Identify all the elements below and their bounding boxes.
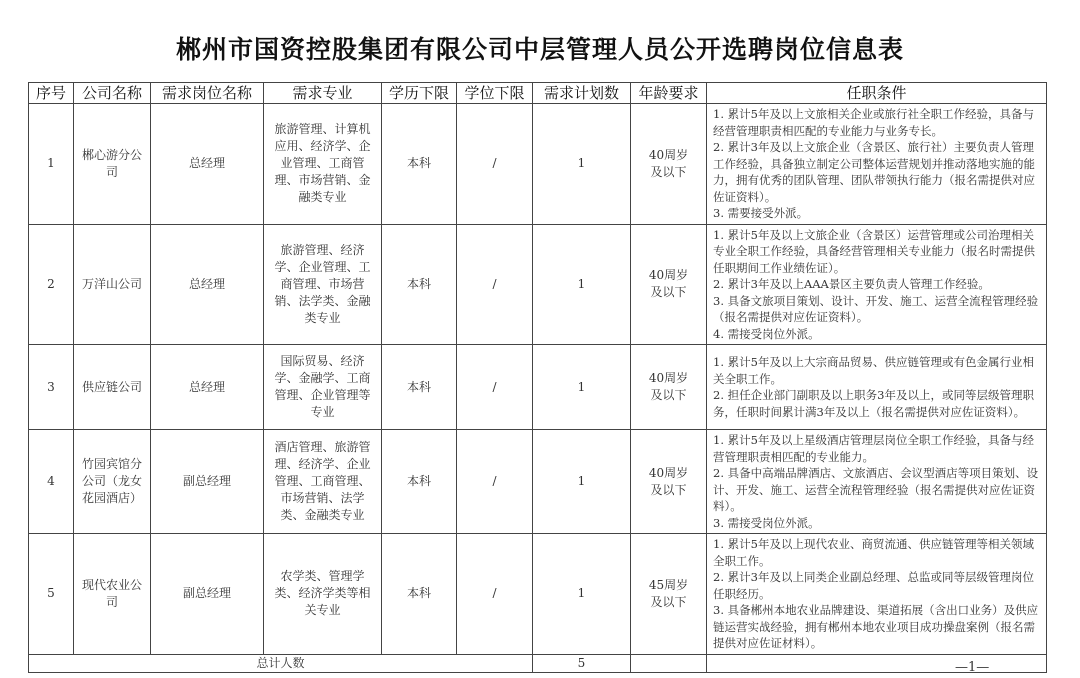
table-row (29, 430, 1047, 534)
requirement-item: 1. 累计5年及以上大宗商品贸易、供应链管理或有色金属行业相关全职工作。 (713, 355, 1034, 386)
positions-table (28, 82, 1047, 673)
age-requirement: 40周岁及以下 (631, 104, 707, 225)
requirement-item: 3. 具备郴州本地农业品牌建设、渠道拓展（含出口业务）及供应链运营实战经验，拥有郴州本地农业项目成功操盘案例（报名需提供对应佐证材料）。 (713, 603, 1039, 650)
total-empty-req (707, 654, 1047, 672)
company-name: 郴心游分公司 (74, 104, 151, 225)
requirement-item: 3. 具备文旅项目策划、设计、开发、施工、运营全流程管理经验（报名需提供对应佐证资料）。 (713, 293, 1039, 324)
row-number: 3 (29, 345, 74, 430)
degree-min: / (457, 104, 533, 225)
requirement-item: 2. 累计3年及以上文旅企业（含景区、旅行社）主要负责人管理工作经验，具备独立制定公司整体运营规划并推动落地实施的能力，拥有优秀的团队管理、团队带领执行能力（报名需提供对应佐证资料）。 (713, 140, 1035, 204)
position-name: 总经理 (151, 345, 264, 430)
degree-min: / (457, 534, 533, 655)
age-requirement: 40周岁及以下 (631, 224, 707, 345)
required-major: 国际贸易、经济学、金融学、工商管理、企业管理等专业 (264, 345, 382, 430)
requirement-item: 2. 担任企业部门副职及以上职务3年及以上，或同等层级管理职务，任职时间累计满3年及以上（报名需提供对应佐证资料）。 (713, 388, 1034, 419)
company-name: 供应链公司 (74, 345, 151, 430)
education-min: 本科 (382, 430, 457, 534)
age-requirement: 45周岁及以下 (631, 534, 707, 655)
degree-min: / (457, 345, 533, 430)
header-row (29, 83, 1047, 104)
document-title: 郴州市国资控股集团有限公司中层管理人员公开选聘岗位信息表 (175, 35, 904, 64)
page-number: —1— (955, 660, 990, 675)
header-position: 需求岗位名称 (151, 83, 264, 104)
header-requirements: 任职条件 (707, 83, 1047, 104)
company-name: 竹园宾馆分公司（龙女花园酒店） (74, 430, 151, 534)
education-min: 本科 (382, 224, 457, 345)
planned-count: 1 (533, 104, 631, 225)
row-number: 5 (29, 534, 74, 655)
planned-count: 1 (533, 345, 631, 430)
header-company: 公司名称 (74, 83, 151, 104)
row-number: 1 (29, 104, 74, 225)
row-number: 2 (29, 224, 74, 345)
header-age: 年龄要求 (631, 83, 707, 104)
requirements (707, 224, 1047, 345)
age-requirement: 40周岁及以下 (631, 430, 707, 534)
planned-count: 1 (533, 430, 631, 534)
company-name: 现代农业公司 (74, 534, 151, 655)
table-row (29, 534, 1047, 655)
total-empty-age (631, 654, 707, 672)
position-name: 总经理 (151, 104, 264, 225)
position-name: 总经理 (151, 224, 264, 345)
header-degree: 学位下限 (457, 83, 533, 104)
total-row (29, 654, 1047, 672)
requirement-item: 1. 累计5年及以上现代农业、商贸流通、供应链管理等相关领域全职工作。 (713, 537, 1034, 568)
requirements (707, 534, 1047, 655)
education-min: 本科 (382, 104, 457, 225)
table-row (29, 104, 1047, 225)
requirement-item: 1. 累计5年及以上星级酒店管理层岗位全职工作经验，具备与经营管理职责相匹配的专业能力。 (713, 433, 1034, 464)
position-name: 副总经理 (151, 430, 264, 534)
required-major: 农学类、管理学类、经济学类等相关专业 (264, 534, 382, 655)
position-name: 副总经理 (151, 534, 264, 655)
degree-min: / (457, 430, 533, 534)
requirements (707, 104, 1047, 225)
planned-count: 1 (533, 224, 631, 345)
required-major: 旅游管理、经济学、企业管理、工商管理、市场营销、法学类、金融类专业 (264, 224, 382, 345)
row-number: 4 (29, 430, 74, 534)
requirements (707, 345, 1047, 430)
header-education: 学历下限 (382, 83, 457, 104)
requirement-item: 4. 需接受岗位外派。 (713, 326, 820, 341)
table-row (29, 345, 1047, 430)
age-requirement: 40周岁及以下 (631, 345, 707, 430)
header-no: 序号 (29, 83, 74, 104)
degree-min: / (457, 224, 533, 345)
requirement-item: 3. 需要接受外派。 (713, 206, 809, 220)
requirement-item: 2. 累计3年及以上同类企业副总经理、总监或同等层级管理岗位任职经历。 (713, 570, 1034, 601)
requirement-item: 2. 累计3年及以上AAA景区主要负责人管理工作经验。 (713, 277, 990, 291)
total-count: 5 (533, 654, 631, 672)
requirement-item: 1. 累计5年及以上文旅企业（含景区）运营管理或公司治理相关专业全职工作经验，具备经营管理相关专业能力（报名时需提供任职期间工作业绩佐证）。 (713, 227, 1035, 275)
table-row (29, 224, 1047, 345)
requirement-item: 3. 需接受岗位外派。 (713, 515, 820, 530)
education-min: 本科 (382, 534, 457, 655)
required-major: 酒店管理、旅游管理、经济学、企业管理、工商管理、市场营销、法学类、金融类专业 (264, 430, 382, 534)
education-min: 本科 (382, 345, 457, 430)
requirement-item: 2. 具备中高端品牌酒店、文旅酒店、会议型酒店等项目策划、设计、开发、施工、运营全流程管理经验（报名需提供对应佐证资料）。 (713, 466, 1039, 513)
requirement-item: 1. 累计5年及以上文旅相关企业或旅行社全职工作经验，具备与经营管理职责相匹配的专业能力与业务专长。 (713, 107, 1034, 138)
required-major: 旅游管理、计算机应用、经济学、企业管理、工商管理、市场营销、金融类专业 (264, 104, 382, 225)
planned-count: 1 (533, 534, 631, 655)
company-name: 万洋山公司 (74, 224, 151, 345)
header-count: 需求计划数 (533, 83, 631, 104)
requirements (707, 430, 1047, 534)
total-label: 总计人数 (29, 654, 533, 672)
header-major: 需求专业 (264, 83, 382, 104)
